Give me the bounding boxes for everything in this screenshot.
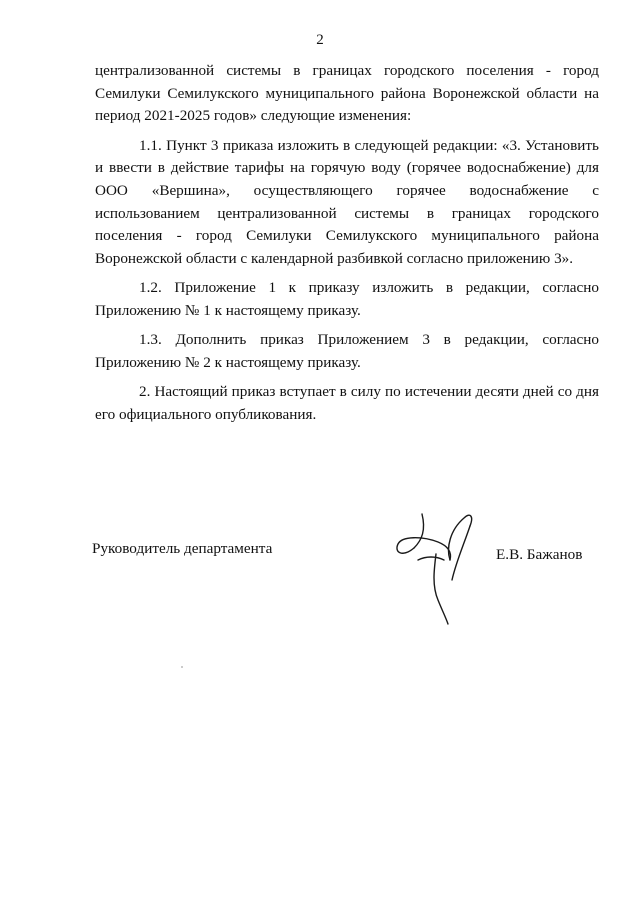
page-number: 2: [316, 32, 324, 48]
signature-block: [0, 540, 640, 570]
paragraph-item-2: 2. Настоящий приказ вступает в силу по истечении десяти дней со дня его официального опубликования.: [95, 383, 599, 423]
paragraph-item-1-1: 1.1. Пункт 3 приказа изложить в следующей редакции: «3. Установить и ввести в действие тарифы на горячую воду (горячее водоснабжение) для ООО «Вершина», осуществляющего горячее водоснабжение с использованием централизованной системы в границах городского поселения - город Семилуки Семилукского муниципального района Воронежской области с календарной разбивкой согласно приложению 3».: [95, 136, 599, 268]
document-body: [95, 60, 599, 433]
scan-speck: [181, 666, 183, 668]
paragraph-item-1-2: 1.2. Приложение 1 к приказу изложить в редакции, согласно Приложению № 1 к настоящему приказу.: [95, 279, 599, 320]
paragraph-item-1-3: 1.3. Дополнить приказ Приложением 3 в редакции, согласно Приложению № 2 к настоящему приказу.: [95, 331, 599, 371]
signatory-name: Е.В. Бажанов: [496, 546, 583, 563]
signatory-title: Руководитель департамента: [92, 540, 273, 557]
paragraph-continuation: централизованной системы в границах городского поселения - город Семилуки Семилукского муниципального района Воронежской области на период 2021-2025 годов» следующие изменения:: [95, 62, 599, 125]
handwritten-signature: [392, 500, 482, 630]
